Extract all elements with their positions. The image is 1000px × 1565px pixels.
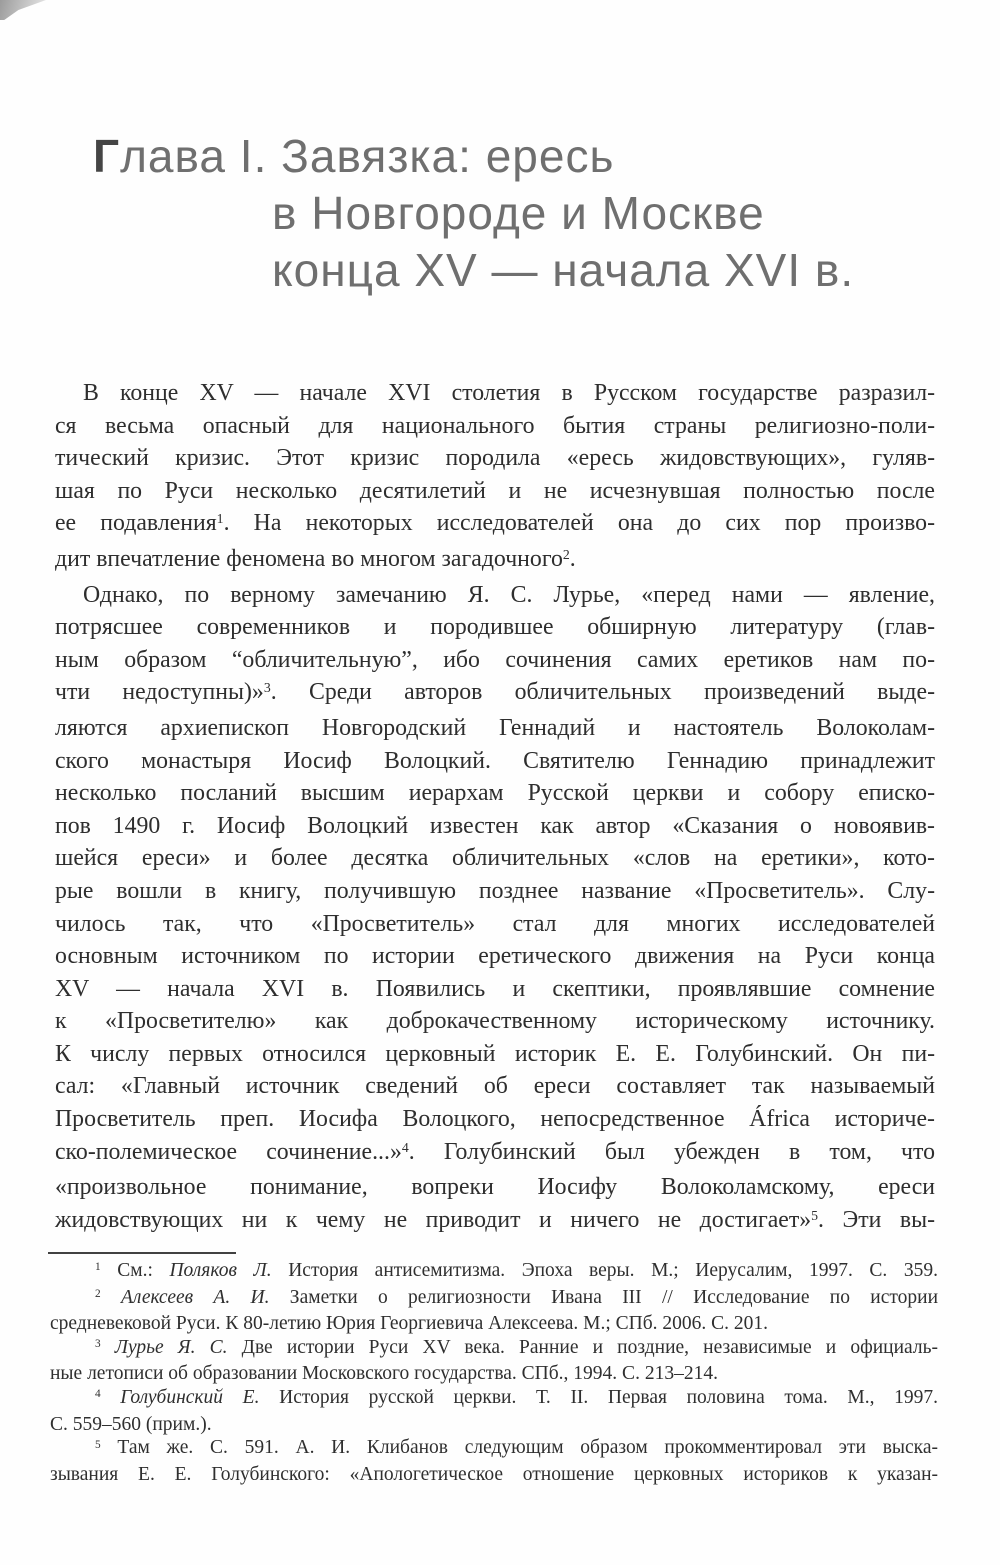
text-segment: В конце XV — начале XVI столетия в Русском государстве разразил- [83,380,935,406]
footnote-ref: 5 [95,1438,101,1451]
text-segment [101,1337,115,1358]
text-line [55,1070,935,1103]
text-line [50,1436,938,1463]
text-segment: Заметки о религиозности Ивана III // Исследование по истории [269,1286,939,1308]
paragraph [55,579,935,1240]
text-segment: пов 1490 г. Иосиф Волоцкий известен как автор «Сказания о новоявив- [55,812,935,839]
text-line [50,1413,938,1437]
text-segment: Там же. С. 591. А. И. Клибанов следующим образом прокомментировал эти выска- [100,1437,938,1459]
footnote-item [50,1436,938,1486]
text-segment: Однако, по верному замечанию Я. С. Лурье, «перед нами — явление, [83,581,935,608]
text-segment: к «Просветителю» как доброкачественному историческому источнику. [55,1008,935,1035]
text-segment: ско-полемическое сочинение...» [55,1138,402,1165]
text-segment: ее подавления [55,510,217,537]
text-line [50,1362,938,1386]
footnote-ref: 4 [95,1388,101,1401]
text-line [55,1136,935,1172]
text-line [55,611,935,644]
paragraph [55,377,935,579]
footnotes [50,1259,938,1486]
text-line [55,712,935,745]
text-line [55,842,935,875]
footnote-ref: 2 [562,547,570,563]
text-line [55,475,935,508]
title-line-2: в Новгороде и Москве [272,187,765,239]
text-segment: . Среди авторов обличительных произведений выде- [270,679,935,706]
text-segment: К числу первых относился церковный историк Е. Е. Голубинский. Он пи- [55,1040,935,1067]
text-line [50,1386,938,1413]
text-line [50,1463,938,1487]
text-segment: . Голубинский был убежден в том, что [408,1138,935,1165]
footnote-item [50,1259,938,1286]
text-segment: зывания Е. Е. Голубинского: «Апологетическое отношение церковных историков к указан- [50,1463,938,1485]
text-line [55,745,935,778]
text-segment: ные летописи об образовании Московского государства. СПб., 1994. С. 213–214. [50,1363,718,1385]
text-segment: . Эти вы- [818,1206,935,1233]
footnote-ref: 5 [811,1207,819,1223]
text-line [50,1336,938,1363]
text-line [55,1038,935,1071]
text-segment: несколько посланий высшим иерархам Русской церкви и собору еписко- [55,780,935,807]
text-segment: «произвольное понимание, вопреки Иосифу Волоколамскому, ереси [55,1174,935,1201]
text-line [55,1204,935,1240]
text-line [55,973,935,1006]
text-line [55,507,935,543]
text-segment: жидовствующих ни к чему не приводит и ничего не достигает» [55,1206,812,1233]
text-segment: основным источником по истории еретического движения на Руси конца [55,943,935,970]
text-segment: шейся ереси» и более десятка обличительных «слов на еретики», кото- [55,845,935,872]
text-segment: тический кризис. Этот кризис породила «ересь жидовствующих», гуляв- [55,445,935,472]
italic-text: Поляков Л. [169,1260,272,1281]
text-line [55,875,935,908]
footnote-ref: 4 [401,1139,409,1155]
text-segment: чти недоступны)» [55,679,264,706]
italic-text: Голубинский Е. [120,1386,260,1408]
text-segment: ского монастыря Иосиф Волоцкий. Святителю Геннадию принадлежит [55,747,935,774]
text-segment: ляются архиепископ Новгородский Геннадий и настоятель Волоколам- [55,714,935,741]
footnote-item [50,1286,938,1336]
text-segment: шая по Руси несколько десятилетий и не исчезнувшая полностью после [55,477,935,504]
text-line [50,1286,938,1313]
text-line [55,644,935,677]
text-segment: Две истории Руси XV века. Ранние и поздние, независимые и официаль- [227,1336,939,1358]
body-text [55,377,935,1239]
text-line [55,579,935,612]
text-segment: рые вошли в книгу, получившую позднее название «Просветитель». Слу- [55,877,935,904]
footnote-ref: 1 [95,1261,101,1274]
text-line [50,1259,938,1286]
text-segment: С. 559–560 (прим.). [50,1413,212,1435]
text-line [55,908,935,941]
text-line [50,1312,938,1336]
text-line [55,1171,935,1204]
text-segment: потрясшее современников и породившее обширную литературу (глав- [55,614,935,641]
text-segment: . На некоторых исследователей она до сих пор произво- [223,510,935,537]
footnote-ref: 3 [95,1338,101,1351]
text-segment [101,1287,121,1308]
text-segment: История русской церкви. Т. II. Первая половина тома. М., 1997. [259,1386,939,1408]
text-segment: . [569,545,576,572]
text-segment: Просветитель преп. Иосифа Волоцкого, непосредственное África историче- [55,1106,935,1133]
text-segment: дит впечатление феномена во многом загадочного [55,545,563,572]
chapter-title [93,128,953,299]
text-line [55,1005,935,1038]
title-line-1 [93,128,953,185]
title-line-1-text: лава I. Завязка: ересь [120,130,615,182]
footnote-ref: 3 [263,680,271,696]
text-segment: XV — начала XVI в. Появились и скептики, проявлявшие сомнение [55,975,935,1002]
text-line [55,810,935,843]
italic-text: Алексеев А. И. [120,1286,270,1308]
text-segment: ным образом “обличительную”, ибо сочинения самих еретиков нам по- [55,646,935,673]
title-line-3: конца XV — начала XVI в. [272,244,855,296]
footnote-separator [48,1252,236,1254]
footnote-item [50,1386,938,1436]
title-initial-letter: Г [93,130,121,182]
text-line [55,1103,935,1136]
text-segment: История антисемитизма. Эпоха веры. М.; Иерусалим, 1997. С. 359. [271,1260,938,1281]
footnote-ref: 1 [216,511,224,527]
text-line [55,940,935,973]
text-line [55,777,935,810]
text-line [55,676,935,712]
text-segment [101,1387,121,1408]
footnote-item [50,1336,938,1386]
text-line [55,377,935,410]
footnote-ref: 2 [95,1287,101,1300]
text-line [55,410,935,443]
text-line [55,543,935,579]
scan-artifact [0,0,46,20]
text-segment: средневековой Руси. К 80-летию Юрия Георгиевича Алексеева. М.; СПб. 2006. С. 201. [50,1313,769,1335]
text-segment: чилось так, что «Просветитель» стал для многих исследователей [55,910,935,937]
text-segment: ся весьма опасный для национального бытия страны религиозно-поли- [55,412,935,439]
text-segment: сал: «Главный источник сведений об ереси составляет так называемый [55,1073,935,1100]
italic-text: Лурье Я. С. [114,1336,228,1358]
text-line [55,442,935,475]
text-segment: См.: [100,1260,170,1281]
